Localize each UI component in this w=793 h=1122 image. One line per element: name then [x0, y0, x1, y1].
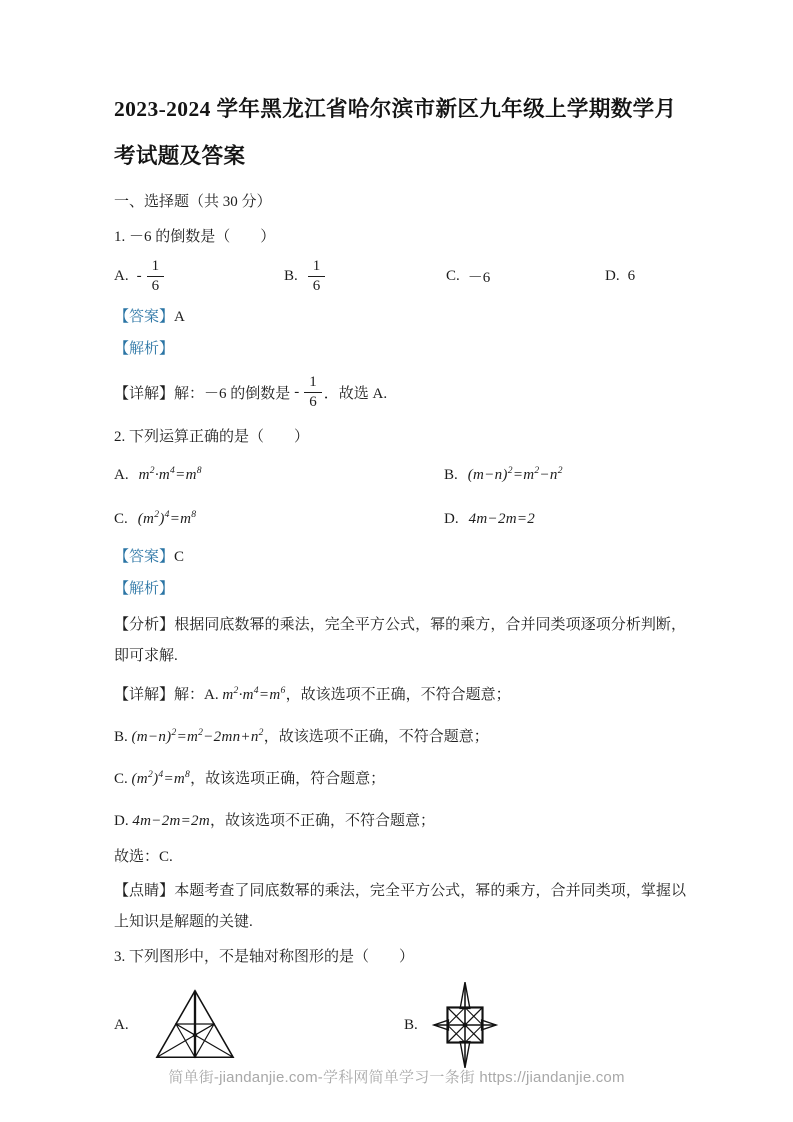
q2-option-c-label: C. [114, 511, 128, 527]
q1-option-d-label: D. [605, 267, 620, 284]
fraction-denominator: 6 [312, 277, 321, 294]
four-pointed-star-figure [428, 978, 502, 1072]
q2-detail-c-math: $(m^2)^4=m^8$ [131, 769, 191, 787]
q2-option-d-label: D. [444, 511, 459, 527]
q1-detail-suffix: ．故选 A. [323, 385, 388, 402]
fraction-numerator: 1 [304, 374, 322, 393]
footer-watermark: 简单街-jiandanjie.com-学科网简单学习一条街 https://jiandanjie.com [168, 1069, 625, 1086]
q2-detail-c-prefix: C. [114, 771, 132, 787]
fraction-numerator: 1 [147, 258, 165, 277]
q2-option-a [114, 462, 444, 488]
q2-analysis-line [114, 578, 686, 600]
q1-option-a [114, 258, 284, 294]
q3-option-a-label: A. [114, 1016, 129, 1033]
q2-option-b [444, 462, 686, 488]
q2-conclusion: 故选：C. [114, 849, 173, 865]
question-3-options [114, 978, 686, 1072]
q1-option-d [605, 268, 686, 285]
q1-option-c [446, 266, 605, 287]
q2-detail-d-prefix: D. [114, 813, 133, 829]
q1-answer-value: A [174, 309, 185, 325]
q1-option-a-sign: - [136, 267, 142, 284]
page-title: 2023-2024 学年黑龙江省哈尔滨市新区九年级上学期数学月考试题及答案 [114, 97, 677, 168]
analysis-label: 【解析】 [114, 341, 175, 357]
q3-option-a [114, 984, 404, 1066]
analyze-label: 【分析】 [114, 617, 175, 633]
q3-option-b [404, 978, 502, 1072]
q1-option-c-value: －6 [467, 269, 491, 286]
question-2-options-row-2 [114, 506, 686, 532]
question-2-stem: 2. 下列运算正确的是（ ） [114, 429, 310, 445]
q2-detail-c-suffix: ，故该选项正确，符合题意； [190, 771, 386, 787]
q2-detail-a-math: $m^2\cdot m^4=m^6$ [222, 685, 286, 703]
q2-detail-a-prefix: 解：A. [174, 687, 223, 703]
q2-option-c [114, 506, 444, 532]
q1-option-b-fraction [308, 258, 326, 294]
q2-detail-line-a [114, 680, 686, 710]
q1-detail-line [114, 368, 686, 416]
highlight-label: 【点睛】 [114, 883, 175, 899]
answer-label: 【答案】 [114, 549, 175, 565]
q1-detail-prefix: 解：－6 的倒数是 [174, 385, 291, 402]
question-3-stem: 3. 下列图形中，不是轴对称图形的是（ ） [114, 949, 415, 965]
q1-answer-line [114, 306, 686, 328]
q2-detail-d-suffix: ，故该选项不正确，不符合题意； [210, 813, 436, 829]
q1-option-a-label: A. [114, 267, 129, 284]
q2-detail-line-c [114, 764, 686, 794]
q2-detail-b-suffix: ，故该选项不正确，不符合题意； [263, 729, 489, 745]
q2-highlight-paragraph [114, 876, 686, 938]
q1-detail-fraction [304, 374, 322, 410]
q2-option-d-math: 4m−2m=2 [468, 511, 536, 527]
q1-option-a-fraction [147, 258, 165, 294]
q2-detail-b-math: $(m-n)^2=m^2-2mn+n^2$ [131, 727, 264, 745]
q1-option-d-value: 6 [627, 267, 636, 284]
q2-option-c-math: $(m^2)^4=m^8$ [137, 509, 197, 527]
analysis-label: 【解析】 [114, 581, 175, 597]
q2-analyze-text: 根据同底数幂的乘法，完全平方公式，幂的乘方，合并同类项逐项分析判断，即可求解. [114, 617, 686, 664]
q1-option-b-label: B. [284, 267, 298, 284]
detail-label: 【详解】 [114, 385, 175, 402]
q2-analyze-paragraph [114, 610, 686, 672]
q1-analysis-line [114, 338, 686, 360]
fraction-denominator: 6 [309, 393, 317, 410]
q2-detail-line-d [114, 806, 686, 836]
q2-detail-line-b [114, 722, 686, 752]
q1-option-c-label: C. [446, 267, 460, 284]
question-1-stem: 1. －6 的倒数是（ ） [114, 229, 276, 245]
question-1-options [114, 254, 686, 298]
q1-option-b [284, 258, 446, 294]
q2-option-a-math: $m^2\cdot m^4=m^8$ [138, 465, 202, 483]
q2-answer-value: C [174, 549, 185, 565]
q2-detail-b-prefix: B. [114, 729, 132, 745]
q1-detail-sign: - [294, 383, 300, 400]
q2-answer-line [114, 546, 686, 568]
section-heading: 一、选择题（共 30 分） [114, 194, 272, 210]
q2-detail-d-math: 4m−2m=2m [132, 813, 210, 829]
q2-option-d [444, 506, 686, 532]
q2-option-a-label: A. [114, 467, 129, 483]
detail-label: 【详解】 [114, 687, 175, 703]
fraction-numerator: 1 [308, 258, 326, 277]
q2-highlight-text: 本题考查了同底数幂的乘法，完全平方公式，幂的乘方，合并同类项，掌握以上知识是解题的关键. [114, 883, 686, 930]
fraction-denominator: 6 [151, 277, 160, 294]
q3-option-b-label: B. [404, 1016, 418, 1033]
answer-label: 【答案】 [114, 309, 175, 325]
q2-option-b-label: B. [444, 467, 458, 483]
q2-option-b-math: $(m-n)^2=m^2-n^2$ [467, 465, 563, 483]
document-content [114, 86, 686, 1072]
question-2-options-row-1 [114, 462, 686, 488]
q2-detail-a-suffix: ，故该选项不正确，不符合题意； [285, 687, 511, 703]
triangle-with-medians-figure [151, 984, 239, 1066]
